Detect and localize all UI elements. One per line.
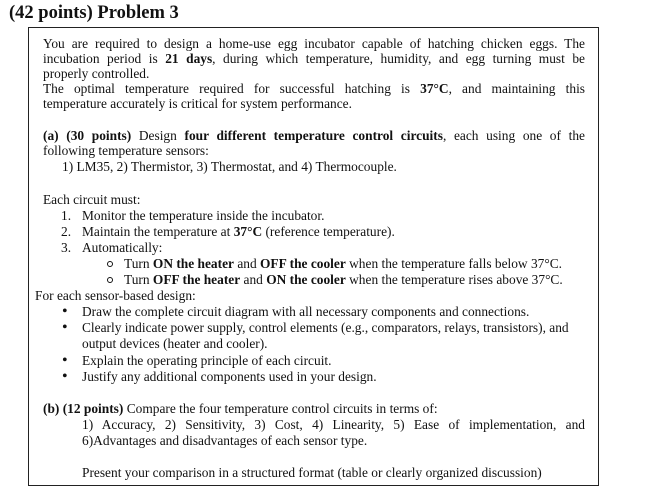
- problem-title: (42 points) Problem 3: [9, 3, 179, 23]
- hollow-bullet-icon: [107, 261, 113, 267]
- intro-text: The optimal temperature required for successful hatching is: [43, 81, 421, 96]
- part-b-line-2: 1) Accuracy, 2) Sensitivity, 3) Cost, 4) Linearity, 5) Ease of implementation, and: [82, 417, 585, 432]
- intro-line-4: [43, 81, 585, 96]
- part-a-emphasis: four different temperature control circuits: [184, 128, 443, 143]
- item-number-2: 2.: [61, 224, 72, 239]
- item-number-1: 1.: [61, 208, 72, 223]
- part-a-text: , each using one of the: [442, 128, 585, 143]
- item-2: [82, 224, 395, 239]
- design-item-3: Explain the operating principle of each circuit.: [82, 353, 332, 368]
- each-circuit-heading: Each circuit must:: [43, 192, 141, 207]
- design-item-2-cont: output devices (heater and cooler).: [82, 336, 268, 351]
- intro-text: incubation period is: [43, 51, 166, 66]
- intro-text: , and maintaining this: [448, 81, 585, 96]
- intro-line-5: temperature accurately is critical for system performance.: [43, 96, 352, 111]
- intro-line-1: You are required to design a home-use egg incubator capable of hatching chicken eggs. The: [43, 36, 585, 51]
- item-2-text: (reference temperature).: [262, 224, 395, 239]
- sub-item-2: [124, 272, 563, 287]
- item-number-3: 3.: [61, 240, 72, 255]
- heater-off: OFF the heater: [152, 272, 241, 287]
- heater-on: ON the heater: [152, 256, 234, 271]
- item-3: Automatically:: [82, 240, 163, 255]
- bullet-icon: •: [62, 319, 68, 336]
- sub-item-text: and: [240, 272, 267, 287]
- optimal-temperature: 37°C: [420, 81, 449, 96]
- hollow-bullet-icon: [107, 277, 113, 283]
- sub-item-text: when the temperature rises above 37°C.: [345, 272, 563, 287]
- design-item-1: Draw the complete circuit diagram with all necessary components and connections.: [82, 304, 530, 319]
- cooler-off: OFF the cooler: [260, 256, 346, 271]
- item-2-text: Maintain the temperature at: [82, 224, 234, 239]
- sub-item-text: and: [233, 256, 261, 271]
- part-b-text: Compare the four temperature control circuits in terms of:: [123, 401, 438, 416]
- incubation-days: 21 days: [165, 51, 213, 66]
- sensor-list: 1) LM35, 2) Thermistor, 3) Thermostat, and 4) Thermocouple.: [62, 159, 397, 174]
- sub-item-text: Turn: [124, 272, 153, 287]
- part-a-line-2: following temperature sensors:: [43, 143, 209, 158]
- sensor-design-heading: For each sensor-based design:: [35, 288, 196, 303]
- part-b-line-4: Present your comparison in a structured format (table or clearly organized discussion): [82, 465, 542, 480]
- design-item-4: Justify any additional components used in your design.: [82, 369, 377, 384]
- bullet-icon: •: [62, 303, 68, 320]
- part-b-line-1: [43, 401, 438, 416]
- part-b-line-3: 6)Advantages and disadvantages of each sensor type.: [82, 433, 368, 448]
- design-item-2: Clearly indicate power supply, control elements (e.g., comparators, relays, transistors), and: [82, 320, 569, 335]
- sub-item-text: when the temperature falls below 37°C.: [345, 256, 562, 271]
- sub-item-text: Turn: [124, 256, 153, 271]
- item-1: Monitor the temperature inside the incubator.: [82, 208, 325, 223]
- bullet-icon: •: [62, 352, 68, 369]
- part-a-text: Design: [131, 128, 185, 143]
- part-b-label: (b) (12 points): [43, 401, 124, 416]
- part-a-label: (a) (30 points): [43, 128, 132, 143]
- problem-box: [28, 27, 599, 486]
- sub-item-1: [124, 256, 562, 271]
- bullet-icon: •: [62, 368, 68, 385]
- cooler-on: ON the cooler: [266, 272, 346, 287]
- intro-line-2: [43, 51, 585, 66]
- part-a-line-1: [43, 128, 585, 143]
- intro-text: , during which temperature, humidity, and egg turning must be: [212, 51, 585, 66]
- reference-temperature: 37°C: [233, 224, 263, 239]
- intro-line-3: properly controlled.: [43, 66, 150, 81]
